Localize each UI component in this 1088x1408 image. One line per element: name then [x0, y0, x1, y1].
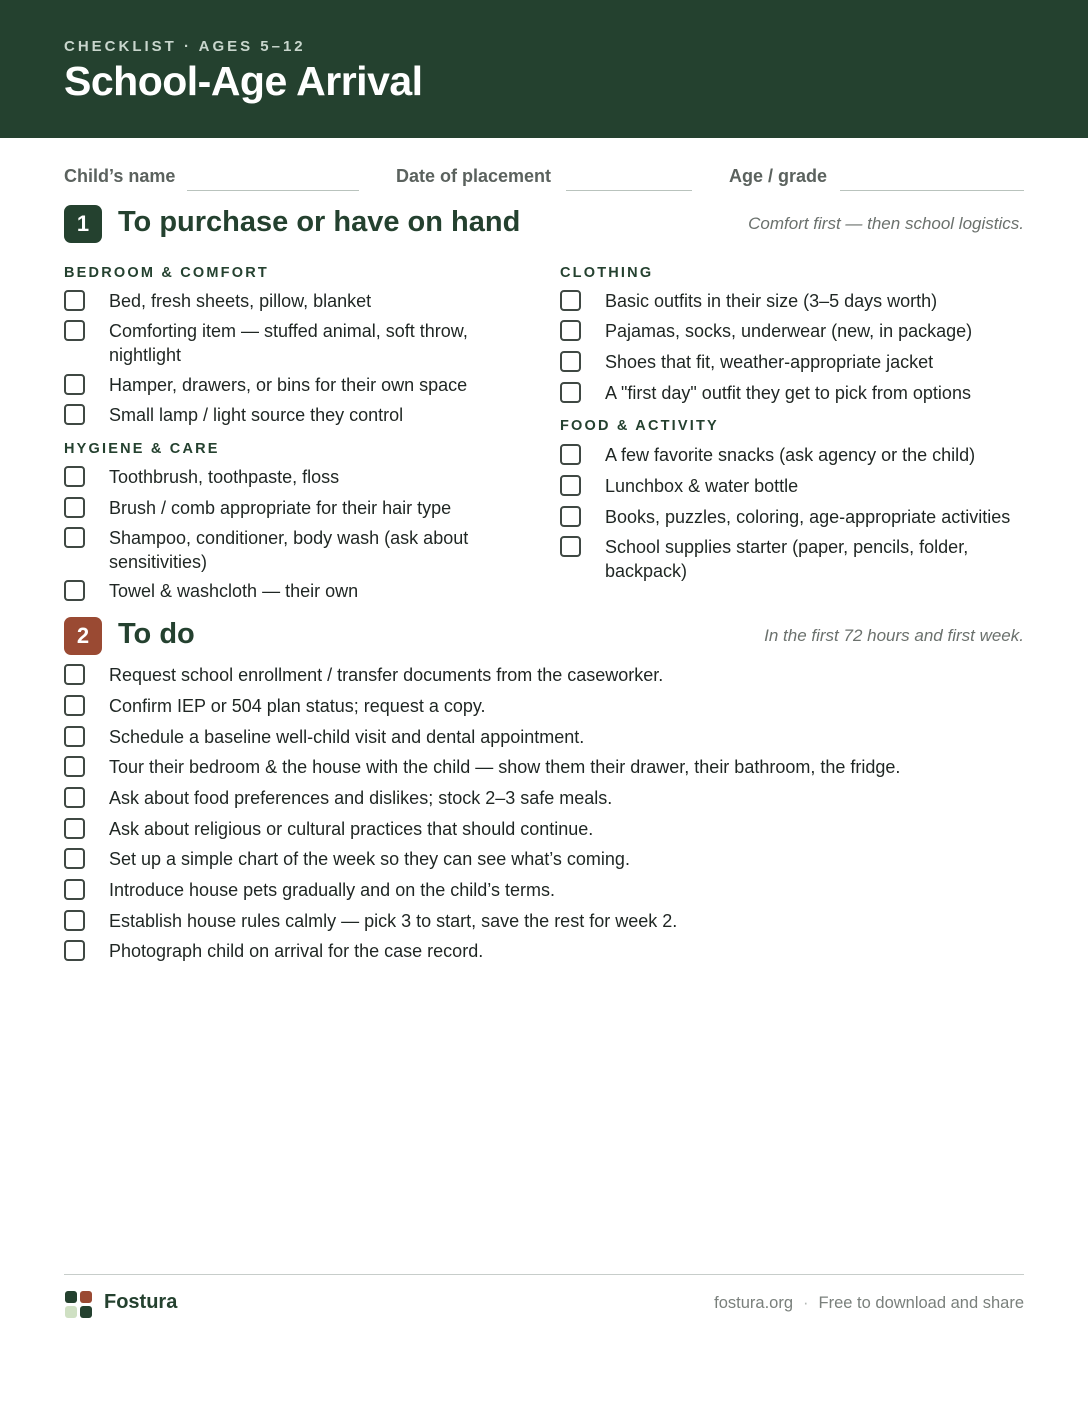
checkbox[interactable]: [560, 382, 581, 403]
item-label: Comforting item — stuffed animal, soft throw, nightlight: [109, 321, 468, 365]
checkbox[interactable]: [64, 818, 85, 839]
footer-tagline: Free to download and share: [818, 1294, 1024, 1312]
footer-meta: [714, 1294, 1024, 1313]
section-1-header: [64, 205, 1024, 243]
section-1-title: To purchase or have on hand: [118, 206, 521, 238]
checkbox[interactable]: [64, 940, 85, 961]
section-1-badge: 1: [64, 205, 102, 243]
checkbox[interactable]: [64, 290, 85, 311]
item-label: Confirm IEP or 504 plan status; request a copy.: [109, 696, 486, 716]
category-heading: HYGIENE & CARE: [64, 441, 220, 457]
child-name-field[interactable]: [187, 190, 359, 191]
checkbox[interactable]: [64, 497, 85, 518]
section-2-header: [64, 617, 1024, 655]
checkbox[interactable]: [560, 320, 581, 341]
checkbox[interactable]: [64, 726, 85, 747]
item-label: Tour their bedroom & the house with the child — show them their drawer, their bathroom, the fridge.: [109, 757, 901, 777]
item-label: Ask about food preferences and dislikes; stock 2–3 safe meals.: [109, 788, 613, 808]
date-of-placement-label: Date of placement: [396, 166, 552, 186]
checkbox[interactable]: [64, 695, 85, 716]
category-heading: BEDROOM & COMFORT: [64, 265, 269, 281]
checkbox[interactable]: [560, 506, 581, 527]
category-heading: CLOTHING: [560, 265, 654, 281]
logo-square-icon: [65, 1306, 77, 1318]
item-label: Brush / comb appropriate for their hair type: [109, 498, 452, 518]
footer-separator: ·: [803, 1294, 809, 1312]
checkbox[interactable]: [64, 848, 85, 869]
item-label: Pajamas, socks, underwear (new, in package): [605, 321, 973, 341]
category-heading: FOOD & ACTIVITY: [560, 418, 719, 434]
page-title: School-Age Arrival: [64, 58, 423, 104]
checkbox[interactable]: [64, 466, 85, 487]
checkbox[interactable]: [560, 536, 581, 557]
brand-name: Fostura: [104, 1291, 178, 1313]
item-label: Towel & washcloth — their own: [109, 581, 359, 601]
footer-divider: [64, 1274, 1024, 1275]
checkbox[interactable]: [64, 580, 85, 601]
item-label: Small lamp / light source they control: [109, 405, 404, 425]
item-label: Photograph child on arrival for the case record.: [109, 941, 484, 961]
logo-square-icon: [65, 1291, 77, 1303]
item-label: Shampoo, conditioner, body wash (ask about sensitivities): [109, 528, 469, 572]
checkbox[interactable]: [560, 444, 581, 465]
item-label: Schedule a baseline well-child visit and dental appointment.: [109, 727, 585, 747]
item-label: Set up a simple chart of the week so they can see what’s coming.: [109, 849, 630, 869]
item-label: A few favorite snacks (ask agency or the child): [605, 445, 976, 465]
checkbox[interactable]: [64, 374, 85, 395]
date-of-placement-field[interactable]: [566, 190, 692, 191]
checkbox[interactable]: [64, 787, 85, 808]
checkbox[interactable]: [64, 879, 85, 900]
item-label: Ask about religious or cultural practices that should continue.: [109, 819, 594, 839]
item-label: School supplies starter (paper, pencils, folder, backpack): [605, 537, 969, 581]
section-2-title: To do: [118, 618, 195, 650]
age-grade-field[interactable]: [840, 190, 1024, 191]
header-eyebrow: CHECKLIST · AGES 5–12: [64, 38, 306, 55]
checkbox[interactable]: [64, 527, 85, 548]
footer-site-link[interactable]: fostura.org: [714, 1294, 794, 1312]
section-2-badge: 2: [64, 617, 102, 655]
item-label: Request school enrollment / transfer documents from the caseworker.: [109, 665, 664, 685]
item-label: Shoes that fit, weather-appropriate jacket: [605, 352, 934, 372]
brand-logo-icon: [65, 1291, 93, 1319]
page-header: [0, 0, 1088, 138]
checkbox[interactable]: [560, 351, 581, 372]
checkbox[interactable]: [560, 475, 581, 496]
section-1-note: Comfort first — then school logistics.: [748, 214, 1024, 233]
item-label: Bed, fresh sheets, pillow, blanket: [109, 291, 372, 311]
age-grade-label: Age / grade: [729, 166, 828, 186]
checkbox[interactable]: [64, 664, 85, 685]
item-label: Books, puzzles, coloring, age-appropriate activities: [605, 507, 1011, 527]
checkbox[interactable]: [560, 290, 581, 311]
item-label: Basic outfits in their size (3–5 days worth): [605, 291, 938, 311]
item-label: Toothbrush, toothpaste, floss: [109, 467, 340, 487]
checkbox[interactable]: [64, 320, 85, 341]
item-label: Lunchbox & water bottle: [605, 476, 799, 496]
item-label: Establish house rules calmly — pick 3 to start, save the rest for week 2.: [109, 911, 678, 931]
section-2-note: In the first 72 hours and first week.: [764, 626, 1024, 645]
logo-square-icon: [80, 1291, 92, 1303]
checkbox[interactable]: [64, 404, 85, 425]
item-label: A "first day" outfit they get to pick from options: [605, 383, 971, 403]
checkbox[interactable]: [64, 756, 85, 777]
child-name-label: Child’s name: [64, 166, 176, 186]
info-fields: [64, 166, 1024, 194]
logo-square-icon: [80, 1306, 92, 1318]
checkbox[interactable]: [64, 910, 85, 931]
item-label: Introduce house pets gradually and on the child’s terms.: [109, 880, 555, 900]
item-label: Hamper, drawers, or bins for their own space: [109, 375, 468, 395]
